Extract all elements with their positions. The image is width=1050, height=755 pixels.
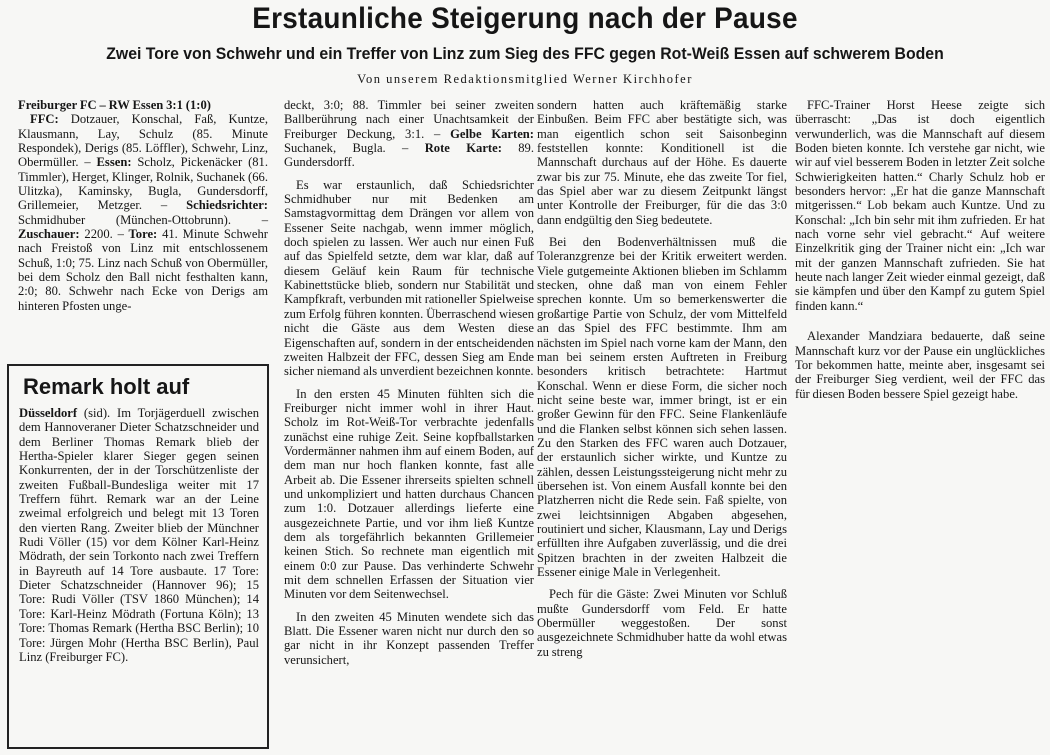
sidebar-article-text bbox=[19, 406, 259, 664]
subheadline: Zwei Tore von Schwehr und ein Treffer von Linz zum Sieg des FFC gegen Rot-Weiß Essen auf schwerem Boden bbox=[106, 44, 944, 63]
cards-paragraph bbox=[284, 98, 534, 170]
lineups-paragraph bbox=[18, 112, 268, 313]
coach-quote-paragraph: FFC-Trainer Horst Heese zeigte sich überrascht: „Das ist doch eigentlich verwunderlich, was die Mannschaft auf diesem Boden bieten konnte. Ich verstehe gar nicht, wie wir auf viel besserem Boden in letzter Zeit solche Schwierigkeiten hatten.“ Charly Schulz hob er besonders hervor: „Er hat die ganze Mannschaft mitgerissen.“ Lob bekam auch Kuntze. Und zu Konschal: „Ich bin sehr mit ihm zufrieden. Er hat nach vorne sehr viel gebracht.“ Auf weitere Einzelkritik ging der Trainer nicht ein: „Ich war mit der ganzen Mannschaft zufrieden. Sie hat heute nach langer Zeit wieder einmal gezeigt, daß sie kämpfen und über den Kampf zu gutem Spiel finden kann.“ bbox=[795, 98, 1045, 313]
goals-text: 41. Minute Schwehr nach Freistoß von Linz mit entschlossenem Schuß, 1:0; 75. Linz nach Schuß von Obermüller, bei dem Scholz den Ball nicht festhalten kann, 2:0; 80. Schwehr nach Ecke von Derigs am hinteren Pfosten unge- bbox=[18, 227, 268, 313]
headline: Erstaunliche Steigerung nach der Pause bbox=[252, 2, 798, 35]
article-column-2 bbox=[284, 98, 534, 667]
yellow-cards-text: Suchanek, Bugla. – bbox=[284, 141, 409, 156]
ffc-lineup: Dotzauer, Konschal, Faß, Kuntze, Klausmann, Lay, Schulz (85. Minute Respondek), Derigs (85. Löffler), Schwehr, Linz, Obermüller. – bbox=[18, 112, 268, 170]
referee-label: Schiedsrichter: bbox=[167, 198, 268, 213]
paragraph: Pech für die Gäste: Zwei Minuten vor Schluß mußte Gundersdorff vom Feld. Er hatte Obermüller weggestoßen. Der sonst ausgezeichnete Schmidhuber hatte da wohl etwas zu streng bbox=[537, 587, 787, 659]
essen-lineup: Scholz, Pickenäcker (81. Timmler), Herget, Klinger, Rolnik, Suchanek (66. Ulitzka), Kaminsky, Bugla, Gundersdorff, Grillemeier, Metzger. – bbox=[18, 155, 269, 213]
match-facts-column bbox=[18, 98, 268, 313]
yellow-cards-label: Gelbe Karten: bbox=[440, 126, 534, 141]
essen-label: Essen: bbox=[90, 155, 132, 170]
paragraph: Alexander Mandziara bedauerte, daß seine Mannschaft kurz vor der Pause ein unglückliches Tor bekommen hatte, meinte aber, insgesamt sei der Freiburger Sieg verdient, weil der FFC das für diesen Boden bessere Spiel gezeigt habe. bbox=[795, 329, 1045, 401]
red-card-label: Rote Karte: bbox=[408, 141, 502, 156]
referee-text: Schmidhuber (München-Ottobrunn). – bbox=[18, 212, 268, 227]
red-card-text: 89. Gundersdorff. bbox=[284, 141, 534, 170]
sidebar-body: (sid). Im Torjägerduell zwischen dem Hannoveraner Dieter Schatzschneider und dem Berliner Thomas Remark blieb der Hertha-Spieler klarer Sieger gegen seinen Konkurrenten, der in der Torschützenliste der zweiten Fußball-Bundesliga weiter mit 17 Treffern führt. Remark war an der Leine zweimal erfolgreich und belegt mit 13 Toren den vierten Rang. Zweiter blieb der Münchner Rudi Völler (15) vor dem Kölner Karl-Heinz Mödrath, der sein Torkonto nach zwei Treffern in Bayreuth auf 14 Tore ausbaute. 17 Tore: Dieter Schatzschneider (Hannover 96); 15 Tore: Rudi Völler (TSV 1860 München); 14 Tore: Karl-Heinz Mödrath (Fortuna Köln); 13 Tore: Thomas Remark (Hertha BSC Berlin); 10 Tore: Jürgen Mohr (Hertha BSC Berlin), Paul Linz (Freiburger FC). bbox=[19, 406, 259, 664]
ffc-label: FFC: bbox=[30, 112, 59, 127]
crowd-label: Zuschauer: bbox=[18, 227, 80, 242]
crowd-text: 2200. – bbox=[79, 227, 124, 242]
match-score: Freiburger FC – RW Essen 3:1 (1:0) bbox=[18, 98, 211, 112]
paragraph: Bei den Bodenverhältnissen muß die Toleranzgrenze bei der Kritik erweitert werden. Viele gutgemeinte Aktionen blieben im Schlamm stecken, ohne daß man von einem Fehler sprechen konnte. Um so bemerkenswerter die großartige Partie von Schulz, der vom Mittelfeld an das Spiel des FFC bestimmte. Ihm am nächsten im Spiel nach vorne kam der Mann, den man bei seinem ersten Auftreten in Freiburg besonders kritisch betrachtete: Hartmut Konschal. Wenn er diese Form, die sicher noch nicht seine beste war, immer bringt, ist er ein großer Gewinn für den FFC. Seine Flankenläufe und die Flanken selbst können sich sehen lassen. Zu den Starken des FFC waren auch Dotzauer, der erstaunlich sicher wirkte, und Kuntze zu zählen, dessen Leistungssteigerung nicht mehr zu übersehen ist. Von einem Ausfall konnte bei den Platzherren nicht die Rede sein. Faß spielte, von zwei leichtsinnigen Abgaben abgesehen, routiniert und sicher, Klausmann, Lay und Derigs erfüllten ihre Aufgaben zuverlässig, und die drei Spitzen brachten in der zweiten Halbzeit die Essener einige Male in Verlegenheit. bbox=[537, 235, 787, 579]
paragraph: In den zweiten 45 Minuten wendete sich das Blatt. Die Essener waren nicht nur durch den so gar nicht in ihr Konzept passenden Treffer verunsichert, bbox=[284, 609, 534, 667]
paragraph: In den ersten 45 Minuten fühlten sich die Freiburger nicht immer wohl in ihrer Haut. Scholz im Rot-Weiß-Tor verbrachte jedenfalls zunächst eine ruhige Zeit. Seine kopfballstarken Vordermänner nahmen ihm auf einem Boden, auf dem man nur hoch flanken konnte, fast alle Arbeit ab. Die Essener ihrerseits spielten schnell und unkompliziert und hatten durchaus Chancen zum 1:0. Dotzauer allerdings lieferte eine ausgezeichnete Partie, und vor ihm ließ Kuntze dem als torgefährlich bekannten Grillemeier keinen Stich. So rechnete man eigentlich mit einem 0:0 zur Pause. Das verhinderte Schwehr mit dem schnellen Erfassen der Situation vier Minuten vor dem Seitenwechsel. bbox=[284, 386, 534, 602]
sidebar-article-box bbox=[7, 364, 269, 749]
sidebar-article-title: Remark holt auf bbox=[23, 374, 190, 399]
paragraph: sondern hatten auch kräftemäßig starke Einbußen. Beim FFC aber bestätigte sich, was man eigentlich schon seit Saisonbeginn feststellen konnte: Konditionell ist die Mannschaft durchaus auf der Höhe. Es dauerte zwar bis zur 75. Minute, ehe das zweite Tor fiel, das Spiel aber war zu diesem Zeitpunkt längst unter Kontrolle der Freiburger, für die das 3:0 dann endgültig den Sieg bedeutete. bbox=[537, 98, 787, 227]
goals-continued: deckt, 3:0; 88. Timmler bei seiner zweiten Ballberührung nach einer Unachtsamkeit der Freiburger Deckung, 3:1. – bbox=[284, 98, 534, 141]
goals-label: Tore: bbox=[123, 227, 158, 242]
byline: Von unserem Redaktionsmitglied Werner Kirchhofer bbox=[357, 72, 693, 86]
sidebar-dateline: Düsseldorf bbox=[19, 406, 78, 420]
article-column-3 bbox=[537, 98, 787, 659]
article-column-4 bbox=[795, 98, 1045, 401]
paragraph: Es war erstaunlich, daß Schiedsrichter Schmidhuber nur mit Bedenken am Samstagvormittag dem Drängen vor allem von Essener Seite nachgab, wenn immer möglich, doch spielen zu lassen. Wer auch nur einen Fuß auf das Spielfeld setzte, dem war klar, daß auf diesem Geläuf kein Raum für technische Kabinettstücke blieb, sondern nur Stabilität und Kampfkraft, verbunden mit rationeller Spielweise zum Erfolg führen konnten. Überraschend wiesen nicht die Gäste aus dem Westen diese Eigenschaften auf, sondern in der entscheidenden zweiten Halbzeit der FFC, dessen Sieg am Ende sicher niemand als unverdient bezeichnen konnte. bbox=[284, 177, 534, 379]
